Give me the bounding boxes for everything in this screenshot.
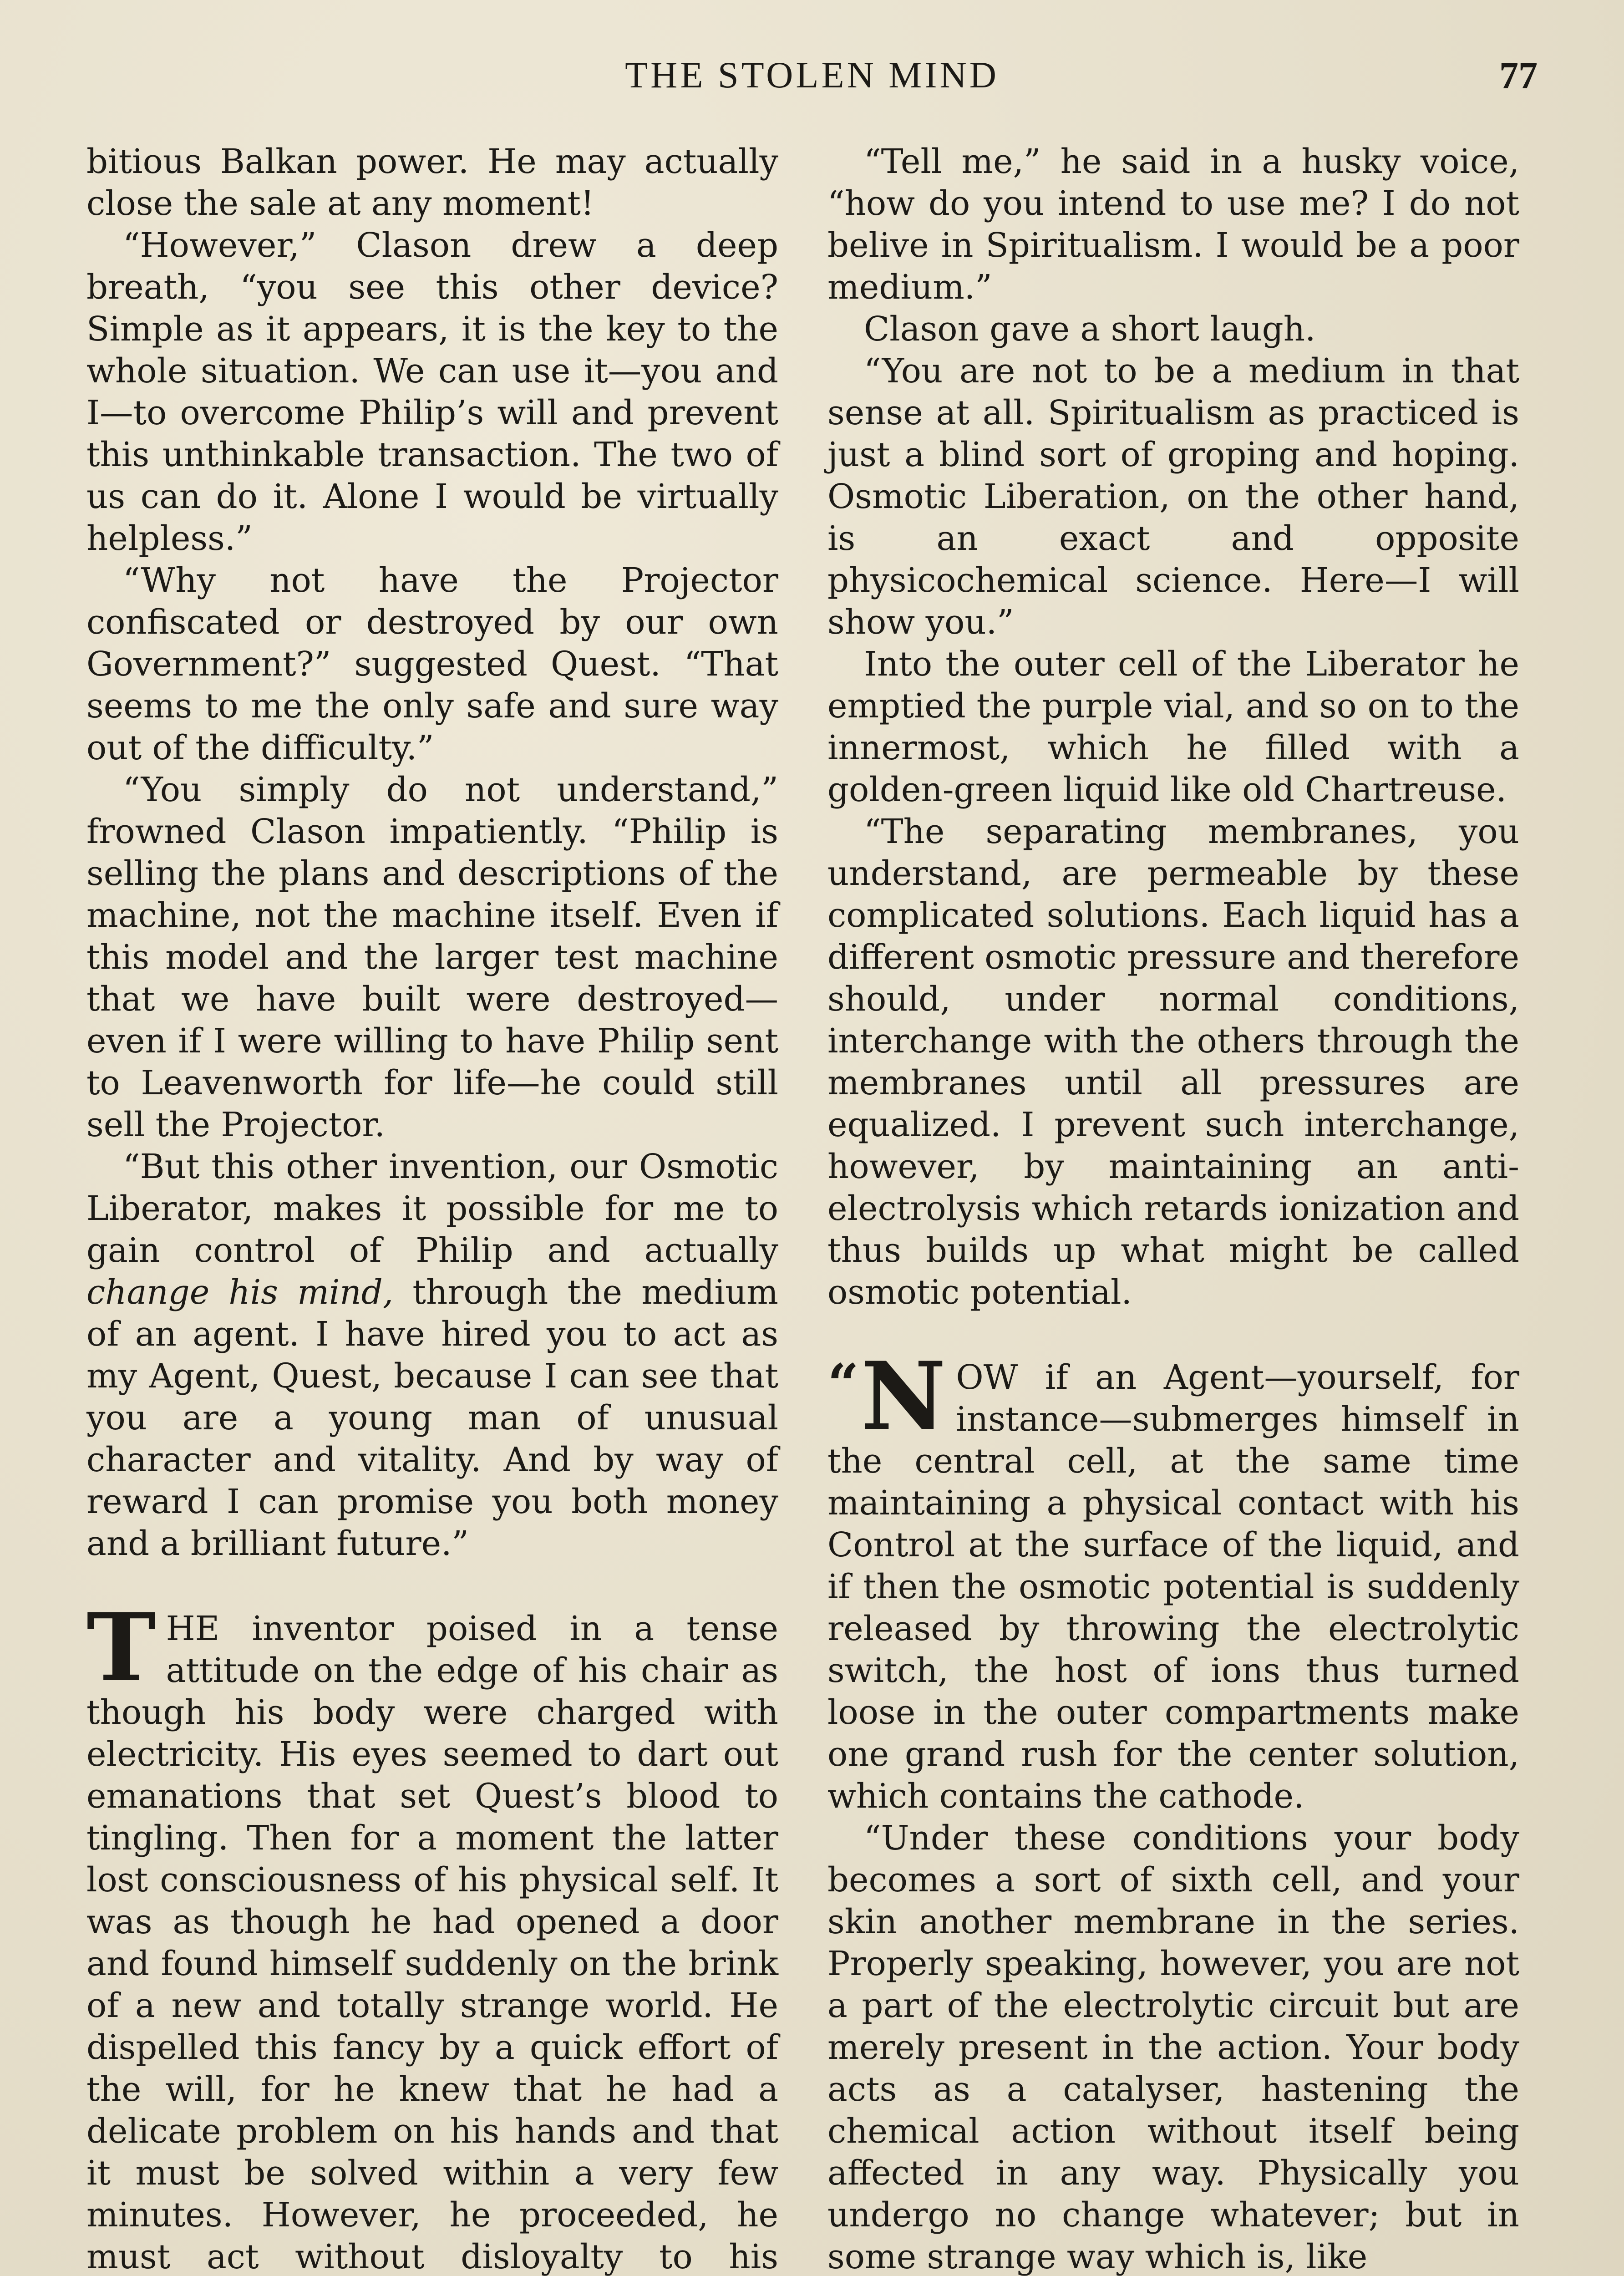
page-header [86,54,1538,104]
text-run: “But this other invention, our Osmotic Liberator, makes it possible for me to gain control of Philip and actually [86,1148,778,1270]
page-number: 77 [1499,55,1538,97]
paragraph [86,1146,778,1565]
text-run: through the medium of an agent. I have hired you to act as my Agent, Quest, because I can see that you are a young man of unusual character and vitality. And by way of reward I can promise you both money and a brilliant future.” [86,1273,779,1563]
italic-text: change his mind, [86,1273,394,1312]
paragraph: “Why not have the Projector confiscated or destroyed by our own Government?” suggested Quest. “That seems to me the only safe and sure way out of the difficulty.” [86,561,778,767]
right-column [827,141,1519,2276]
paragraph: Clason gave a short laugh. [864,310,1316,349]
paragraph: bitious Balkan power. He may actually close the sale at any moment! [86,142,778,223]
drop-cap: N [861,1342,946,1451]
running-title: THE STOLEN MIND [625,54,999,96]
paragraph: “Tell me,” he said in a husky voice, “how do you intend to use me? I do not belive in Spiritualism. I would be a poor medium.” [827,142,1519,307]
paragraph: “Under these conditions your body becomes a sort of sixth cell, and your skin another membrane in the series. Properly speaking, however, you are not a part of the electrolytic circuit but are merely present in the action. Your body acts as a catalyser, hastening the chemical action without itself being affected in any way. Physically you undergo no change whatever; but in some strange way which is, like [827,1819,1519,2276]
paragraph: “However,” Clason drew a deep breath, “you see this other device? Simple as it appears, it is the key to the whole situation. We can use it—you and I—to overcome Philip’s will and prevent this unthinkable transaction. The two of us can do it. Alone I would be virtually helpless.” [86,226,778,558]
opening-quote: “ [827,1352,859,1416]
paragraph: Into the outer cell of the Liberator he emptied the purple vial, and so on to the innermost, which he filled with a golden-green liquid like old Chartreuse. [827,645,1519,809]
paragraph: “You are not to be a medium in that sense at all. Spiritualism as practiced is just a blind sort of groping and hoping. Osmotic Liberation, on the other hand, is an exact and opposite physicochemical science. Here—I will show you.” [827,352,1519,642]
paragraph: “You simply do not understand,” frowned Clason impatiently. “Philip is selling the plans and descriptions of the machine, not the machine itself. Even if this model and the larger test machine that we have built were destroyed—even if I were willing to have Philip sent to Leavenworth for life—he could still sell the Projector. [86,771,778,1144]
section-paragraph [827,1342,1519,1818]
left-column [86,141,778,2276]
section-paragraph [86,1593,778,2276]
paragraph: “The separating membranes, you understand, are permeable by these complicated solutions. Each liquid has a different osmotic pressure and therefore should, under normal conditions, interchange with the others through the membranes until all pressures are equalized. I prevent such interchange, however, by maintaining an anti-electrolysis which retards ionization and thus builds up what might be called osmotic potential. [827,813,1519,1312]
text-run: OW if an Agent—yourself, for instance—submerges himself in the central cell, at the same time maintaining a physical contact with his Control at the surface of the liquid, and if then the osmotic potential is suddenly released by throwing the electrolytic switch, the host of ions thus turned loose in the outer compartments make one grand rush for the center solution, which contains the cathode. [827,1358,1519,1816]
drop-cap: T [86,1593,156,1702]
text-run: HE inventor poised in a tense attitude on the edge of his chair as though his body were charged with electricity. His eyes seemed to dart out emanations that set Quest’s blood to tingling. Then for a moment the latter lost consciousness of his physical self. It was as though he had opened a door and found himself suddenly on the brink of a new and totally strange world. He dispelled this fancy by a quick effort of the will, for he knew that he had a delicate problem on his hands and that it must be solved within a very few minutes. However, he proceeded, he must act without disloyalty to his [86,1610,778,2276]
